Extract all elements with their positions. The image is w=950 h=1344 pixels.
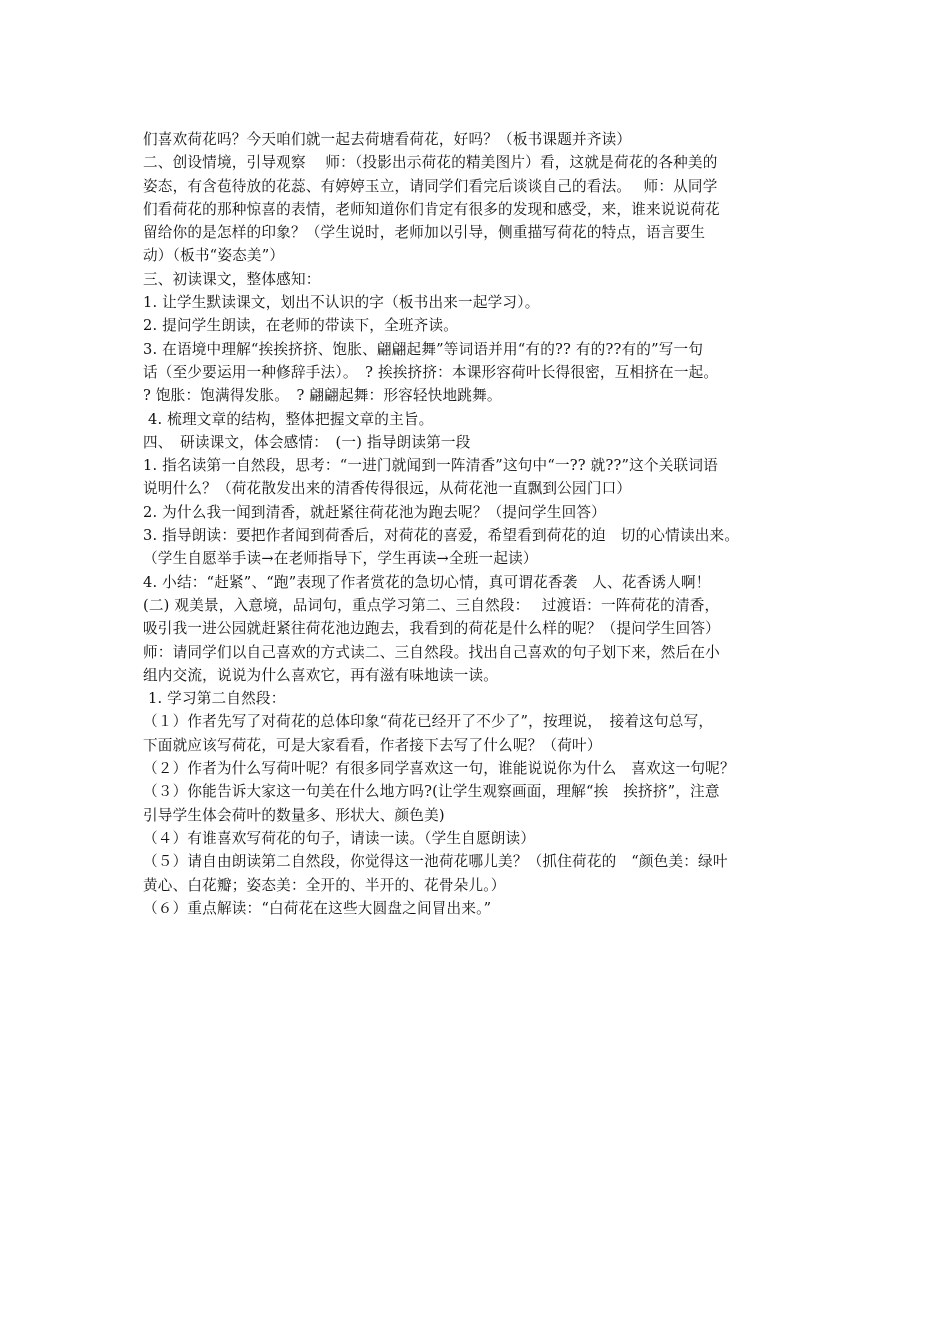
text-line: 二、创设情境，引导观察 师：（投影出示荷花的精美图片）看，这就是荷花的各种美的	[143, 154, 718, 172]
text-line: 1. 学习第二自然段：	[148, 690, 286, 708]
text-line: 1. 指名读第一自然段，思考：“一进门就闻到一阵清香”这句中“一?? 就??”这个关联词语	[143, 457, 718, 475]
text-line: 4. 梳理文章的结构，整体把握文章的主旨。	[148, 410, 434, 428]
text-line: 姿态，有含苞待放的花蕊、有婷婷玉立，请同学们看完后谈谈自己的看法。 师：从同学	[143, 177, 718, 195]
text-line: 1. 让学生默读课文，划出不认识的字（板书出来一起学习）。	[143, 294, 540, 312]
text-line: 说明什么？（荷花散发出来的清香传得很远，从荷花池一直飘到公园门口）	[143, 480, 632, 498]
section-heading: 四、 研读课文，体会感情： (一) 指导朗读第一段	[143, 433, 471, 451]
text-line: （学生自愿举手读→在老师指导下，学生再读→全班一起读）	[143, 550, 538, 568]
text-line: 组内交流，说说为什么喜欢它，再有滋有味地读一读。	[143, 666, 499, 684]
text-line: (二) 观美景，入意境，品词句，重点学习第二、三自然段： 过渡语：一阵荷花的清香，	[143, 596, 720, 614]
text-line: 吸引我一进公园就赶紧往荷花池边跑去，我看到的荷花是什么样的呢？（提问学生回答）	[143, 620, 720, 638]
text-line: （４）有谁喜欢写荷花的句子，请读一读。（学生自愿朗读）	[143, 829, 536, 847]
text-line: 3. 在语境中理解“挨挨挤挤、饱胀、翩翩起舞”等词语并用“有的?? 有的??有的”写一句	[143, 340, 704, 358]
text-line: 们看荷花的那种惊喜的表情，老师知道你们肯定有很多的发现和感受，来，谁来说说荷花	[143, 200, 720, 218]
text-line: 们喜欢荷花吗？今天咱们就一起去荷塘看荷花，好吗？（板书课题并齐读）	[143, 131, 632, 148]
text-line: （２）作者为什么写荷叶呢？有很多同学喜欢这一句，谁能说说你为什么 喜欢这一句呢？	[143, 760, 735, 778]
text-line: 师：请同学们以自己喜欢的方式读二、三自然段。找出自己喜欢的句子划下来，然后在小	[143, 643, 720, 661]
text-line: 留给你的是怎样的印象？（学生说时，老师加以引导，侧重描写荷花的特点，语言要生	[143, 224, 706, 242]
text-line: 2. 提问学生朗读，在老师的带读下，全班齐读。	[143, 317, 459, 335]
text-line: （１）作者先写了对荷花的总体印象“荷花已经开了不少了”，按理说， 接着这句总写，	[143, 713, 714, 731]
text-line: （６）重点解读：“白荷花在这些大圆盘之间冒出来。”	[143, 899, 492, 917]
text-line: （３）你能告诉大家这一句美在什么地方吗?(让学生观察画面，理解“挨 挨挤挤”，注意	[143, 783, 720, 801]
text-line: 2. 为什么我一闻到清香，就赶紧往荷花池为跑去呢？（提问学生回答）	[143, 503, 606, 521]
text-line: 动）（板书“姿态美”）	[143, 247, 285, 265]
text-line: 引导学生体会荷叶的数量多、形状大、颜色美)	[143, 806, 445, 824]
text-line: ? 饱胀：饱满得发胀。 ? 翩翩起舞：形容轻快地跳舞。	[143, 387, 502, 405]
document-page	[143, 128, 815, 920]
text-line: 黄心、白花瓣；姿态美：全开的、半开的、花骨朵儿。）	[143, 876, 506, 894]
section-heading: 三、初读课文，整体感知：	[143, 270, 321, 288]
text-line: 3. 指导朗读：要把作者闻到荷香后，对荷花的喜爱，希望看到荷花的迫 切的心情读出来。	[143, 527, 740, 545]
text-line: 4. 小结：“赶紧”、“跑”表现了作者赏花的急切心情，真可谓花香袭 人、花香诱人啊！	[143, 573, 711, 591]
text-line: 下面就应该写荷花，可是大家看看，作者接下去写了什么呢？（荷叶）	[143, 736, 602, 754]
text-line: （５）请自由朗读第二自然段，你觉得这一池荷花哪儿美？（抓住荷花的 “颜色美：绿叶	[143, 853, 728, 871]
text-line: 话（至少要运用一种修辞手法）。 ? 挨挨挤挤：本课形容荷叶长得很密，互相挤在一起。	[143, 363, 719, 381]
